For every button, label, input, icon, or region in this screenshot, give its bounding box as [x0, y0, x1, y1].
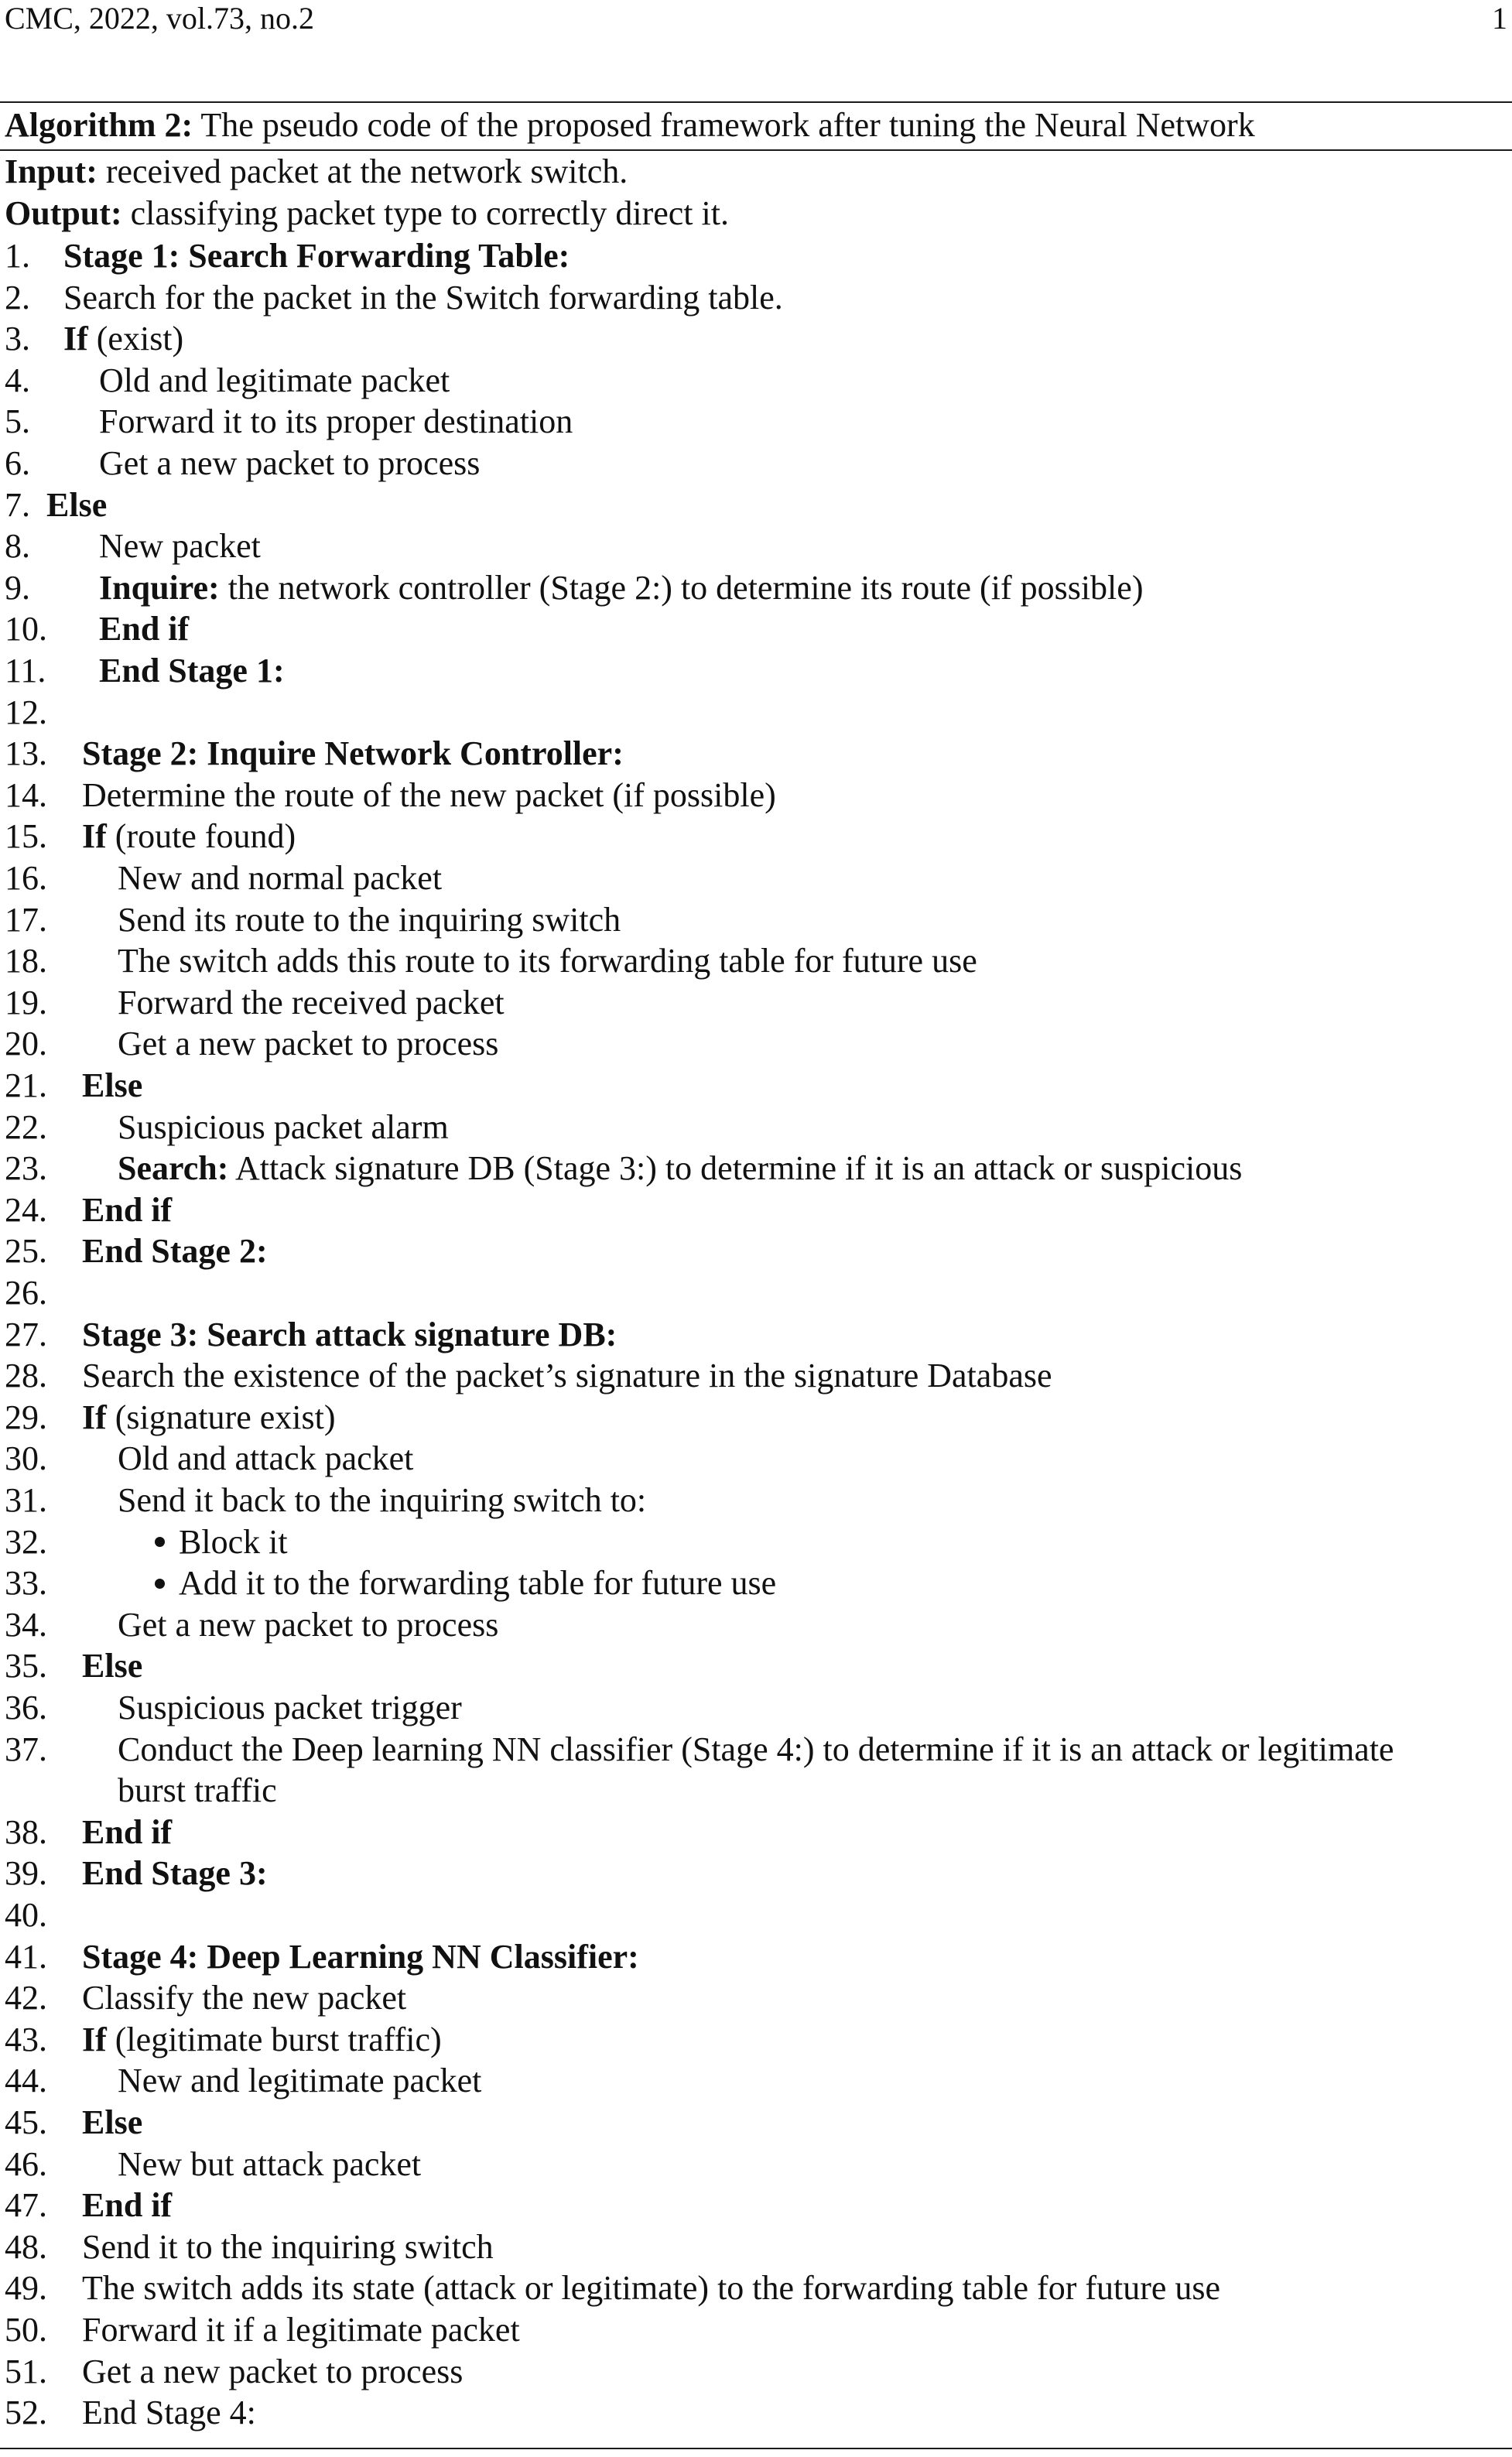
line-content [63, 318, 183, 360]
line-content [82, 816, 296, 857]
line-keyword: Else [46, 485, 108, 524]
line-number: 48. [5, 2227, 47, 2266]
line-text: Search for the packet in the Switch forwarding table. [63, 278, 783, 317]
line-keyword: Else [82, 1066, 143, 1104]
line-text: burst traffic [118, 1771, 277, 1810]
line-content [82, 1936, 639, 1978]
pseudocode-line [0, 1480, 1512, 1521]
line-text: Classify the new packet [82, 1979, 407, 2017]
line-number: 41. [5, 1937, 47, 1976]
line-content [82, 1812, 172, 1853]
line-content [99, 360, 450, 402]
line-content [99, 443, 480, 484]
line-text: Get a new packet to process [99, 444, 481, 482]
line-keyword: Stage 2: Inquire Network Controller: [82, 734, 624, 773]
line-content [118, 982, 505, 1024]
algorithm-title: The pseudo code of the proposed framework after tuning the Neural Network [200, 106, 1255, 144]
line-content [118, 1770, 277, 1812]
line-content [99, 525, 261, 567]
line-content [82, 2309, 520, 2351]
line-number: 31. [5, 1481, 47, 1519]
line-text: Get a new packet to process [82, 2352, 464, 2390]
pseudocode-line [0, 1770, 1512, 1812]
line-number: 44. [5, 2062, 47, 2100]
line-number: 40. [5, 1896, 47, 1934]
line-number: 10. [5, 610, 47, 648]
line-number: 24. [5, 1190, 47, 1229]
line-text: New packet [99, 527, 261, 566]
line-text: Old and legitimate packet [99, 361, 450, 399]
pseudocode-line [0, 1604, 1512, 1646]
line-text: (legitimate burst traffic) [106, 2020, 442, 2058]
pseudocode-line [0, 608, 1512, 650]
line-number: 47. [5, 2186, 47, 2225]
line-content [63, 277, 783, 319]
line-content [118, 1480, 646, 1521]
line-number: 52. [5, 2394, 47, 2432]
line-number: 8. [5, 527, 30, 566]
pseudocode-line [0, 567, 1512, 609]
line-number: 42. [5, 1979, 47, 2017]
pseudocode-line [0, 2392, 1512, 2434]
pseudocode-line [0, 1107, 1512, 1148]
line-keyword: End Stage 3: [82, 1854, 268, 1893]
top-rule [0, 101, 1512, 103]
line-text: Forward it to its proper destination [99, 402, 573, 441]
line-content [82, 2102, 142, 2144]
line-content [82, 1645, 142, 1687]
line-content [82, 733, 624, 775]
line-text: Suspicious packet alarm [118, 1107, 449, 1146]
line-text: Determine the route of the new packet (if possible) [82, 775, 776, 814]
line-keyword: Else [82, 1647, 143, 1685]
line-content [155, 1521, 288, 1563]
line-number: 14. [5, 775, 47, 814]
line-text: (signature exist) [106, 1398, 336, 1436]
pseudocode-line [0, 2144, 1512, 2185]
input-label: Input: [5, 152, 97, 190]
line-text: New but attack packet [118, 2144, 422, 2183]
line-content [118, 1148, 1242, 1189]
pseudocode-line [0, 1812, 1512, 1853]
line-number: 51. [5, 2352, 47, 2390]
pseudocode-line [0, 1562, 1512, 1604]
output-label: Output: [5, 194, 122, 232]
pseudocode-line [0, 2060, 1512, 2102]
line-content [82, 1977, 406, 2019]
pseudocode-line [0, 525, 1512, 567]
line-keyword: Search: [118, 1149, 229, 1188]
line-keyword: Else [82, 2103, 143, 2141]
line-content [82, 775, 776, 816]
pseudocode-line [0, 1521, 1512, 1563]
line-number: 5. [5, 402, 30, 441]
line-number: 9. [5, 568, 30, 607]
pseudocode-line [0, 2351, 1512, 2393]
pseudocode-line [0, 2309, 1512, 2351]
line-number: 49. [5, 2269, 47, 2308]
line-content [118, 1687, 462, 1729]
line-number: 46. [5, 2144, 47, 2183]
line-number: 15. [5, 817, 47, 856]
line-number: 33. [5, 1564, 47, 1603]
line-content [82, 1397, 335, 1439]
pseudocode-line [0, 1977, 1512, 2019]
journal-citation: CMC, 2022, vol.73, no.2 [5, 1, 315, 36]
pseudocode-line [0, 1230, 1512, 1272]
line-number: 34. [5, 1605, 47, 1644]
line-number: 45. [5, 2103, 47, 2141]
pseudocode-line [0, 692, 1512, 734]
line-number: 27. [5, 1315, 47, 1353]
line-number: 30. [5, 1439, 47, 1478]
line-number: 25. [5, 1232, 47, 1271]
pseudocode-line [0, 816, 1512, 857]
line-content [82, 1853, 268, 1894]
pseudocode-line [0, 733, 1512, 775]
algorithm-label: Algorithm 2: [5, 106, 193, 144]
line-number: 38. [5, 1812, 47, 1851]
line-text: End Stage 4: [82, 2394, 256, 2432]
line-content [118, 2060, 481, 2102]
line-content [99, 608, 189, 650]
pseudocode-line [0, 899, 1512, 941]
pseudocode-line [0, 650, 1512, 692]
line-number: 29. [5, 1398, 47, 1436]
line-number: 4. [5, 361, 30, 399]
pseudocode-line [0, 443, 1512, 484]
line-keyword: End if [82, 2186, 173, 2225]
line-number: 13. [5, 734, 47, 773]
line-number: 36. [5, 1689, 47, 1726]
pseudocode-line [0, 940, 1512, 982]
line-number: 32. [5, 1522, 47, 1561]
pseudocode-line [0, 2185, 1512, 2226]
line-keyword: Stage 4: Deep Learning NN Classifier: [82, 1937, 639, 1976]
line-content [82, 1355, 1052, 1397]
line-text: Get a new packet to process [118, 1025, 499, 1063]
pseudocode-line [0, 1148, 1512, 1189]
pseudocode-line [0, 1065, 1512, 1107]
line-text: Old and attack packet [118, 1439, 414, 1478]
pseudocode-line [0, 2019, 1512, 2061]
line-content [82, 1189, 172, 1231]
line-content [82, 1314, 617, 1356]
line-number: 3. [5, 320, 30, 358]
pseudocode-line [0, 2267, 1512, 2309]
pseudocode-line [0, 277, 1512, 319]
line-keyword: End if [82, 1812, 173, 1851]
line-content [99, 401, 573, 443]
pseudocode-line [0, 1645, 1512, 1687]
line-number: 43. [5, 2020, 47, 2058]
line-text: Block it [179, 1522, 288, 1561]
line-content [118, 940, 977, 982]
pseudocode-line [0, 1687, 1512, 1729]
line-keyword: End if [82, 1190, 173, 1229]
line-text: The switch adds its state (attack or legitimate) to the forwarding table for future use [82, 2269, 1221, 2308]
pseudocode-line [0, 235, 1512, 277]
line-number: 26. [5, 1274, 47, 1312]
line-number: 12. [5, 693, 47, 731]
line-number: 28. [5, 1357, 47, 1395]
line-content [99, 650, 285, 692]
algorithm-input [5, 152, 628, 192]
line-number: 19. [5, 983, 47, 1021]
line-content [82, 2351, 463, 2393]
line-keyword: Stage 3: Search attack signature DB: [82, 1315, 617, 1353]
line-keyword: Stage 1: Search Forwarding Table: [63, 237, 570, 275]
pseudocode-line [0, 857, 1512, 899]
algorithm-caption [5, 104, 1507, 147]
line-keyword: End if [99, 610, 190, 648]
line-content [82, 1230, 268, 1272]
line-number: 6. [5, 444, 30, 482]
line-content [118, 1107, 449, 1148]
line-number: 20. [5, 1025, 47, 1063]
input-text: received packet at the network switch. [105, 152, 628, 190]
line-content [118, 1023, 498, 1065]
pseudocode-line [0, 1314, 1512, 1356]
line-content [46, 484, 107, 526]
pseudocode-line [0, 1936, 1512, 1978]
line-keyword: If [63, 320, 88, 358]
line-keyword: End Stage 1: [99, 652, 285, 690]
line-content [155, 1562, 776, 1604]
pseudocode-line [0, 1729, 1512, 1771]
line-keyword: If [82, 2020, 107, 2058]
line-text: Search the existence of the packet’s signature in the signature Database [82, 1357, 1052, 1395]
bottom-rule [0, 2448, 1512, 2449]
line-text: Send its route to the inquiring switch [118, 900, 621, 939]
pseudocode-line [0, 982, 1512, 1024]
pseudocode-line [0, 775, 1512, 816]
pseudocode-line [0, 1853, 1512, 1894]
pseudocode-line [0, 1355, 1512, 1397]
pseudocode-line [0, 2226, 1512, 2268]
line-number: 2. [5, 278, 30, 317]
line-text: Attack signature DB (Stage 3:) to determine if it is an attack or suspicious [228, 1149, 1243, 1188]
line-number: 35. [5, 1647, 47, 1685]
pseudocode-line [0, 318, 1512, 360]
bullet-icon [155, 1537, 165, 1547]
line-content [99, 567, 1143, 609]
pseudocode-line [0, 1894, 1512, 1936]
pseudocode-line [0, 2102, 1512, 2144]
pseudocode-line [0, 484, 1512, 526]
line-text: New and legitimate packet [118, 2062, 482, 2100]
line-text: Suspicious packet trigger [118, 1689, 462, 1726]
pseudocode-line [0, 1397, 1512, 1439]
line-text: Get a new packet to process [118, 1605, 499, 1644]
line-text: Send it to the inquiring switch [82, 2227, 494, 2266]
line-keyword: Inquire: [99, 568, 220, 607]
bullet-icon [155, 1579, 165, 1589]
line-number: 39. [5, 1854, 47, 1893]
line-keyword: If [82, 1398, 107, 1436]
line-number: 21. [5, 1066, 47, 1104]
line-text: (exist) [87, 320, 184, 358]
line-text: Conduct the Deep learning NN classifier (Stage 4:) to determine if it is an attack or legitimate [118, 1730, 1394, 1768]
line-number: 7. [5, 485, 30, 524]
line-content [82, 2226, 494, 2268]
line-content [118, 899, 621, 941]
line-content [63, 235, 570, 277]
line-keyword: If [82, 817, 107, 856]
line-text: Forward the received packet [118, 983, 505, 1021]
line-text: the network controller (Stage 2:) to determine its route (if possible) [219, 568, 1144, 607]
caption-rule [0, 149, 1512, 151]
line-number: 1. [5, 237, 30, 275]
line-number: 17. [5, 900, 47, 939]
line-number: 16. [5, 859, 47, 897]
line-content [82, 1065, 142, 1107]
line-number: 23. [5, 1149, 47, 1188]
pseudocode-line [0, 1189, 1512, 1231]
line-content [82, 2392, 256, 2434]
line-number: 22. [5, 1107, 47, 1146]
line-number: 37. [5, 1730, 47, 1768]
line-text: Forward it if a legitimate packet [82, 2311, 520, 2349]
line-content [82, 2185, 172, 2226]
line-content [82, 2019, 442, 2061]
line-content [118, 2144, 421, 2185]
line-text: Add it to the forwarding table for future use [179, 1564, 777, 1603]
line-keyword: End Stage 2: [82, 1232, 268, 1271]
output-text: classifying packet type to correctly direct it. [130, 194, 729, 232]
line-text: The switch adds this route to its forwarding table for future use [118, 942, 977, 980]
pseudocode-line [0, 1023, 1512, 1065]
line-content [118, 1438, 413, 1480]
line-text: Send it back to the inquiring switch to: [118, 1481, 647, 1519]
line-content [82, 2267, 1220, 2309]
line-number: 11. [5, 652, 46, 690]
pseudocode-line [0, 1438, 1512, 1480]
line-text: New and normal packet [118, 859, 443, 897]
line-number: 50. [5, 2311, 47, 2349]
pseudocode-line [0, 360, 1512, 402]
page-header [5, 0, 1507, 37]
line-number: 18. [5, 942, 47, 980]
pseudocode-line [0, 401, 1512, 443]
line-content [118, 857, 442, 899]
line-text: (route found) [106, 817, 296, 856]
line-content [118, 1604, 498, 1646]
algorithm-output [5, 193, 729, 234]
line-content [118, 1729, 1394, 1771]
page-number: 1 [1492, 1, 1507, 36]
pseudocode-line [0, 1272, 1512, 1314]
